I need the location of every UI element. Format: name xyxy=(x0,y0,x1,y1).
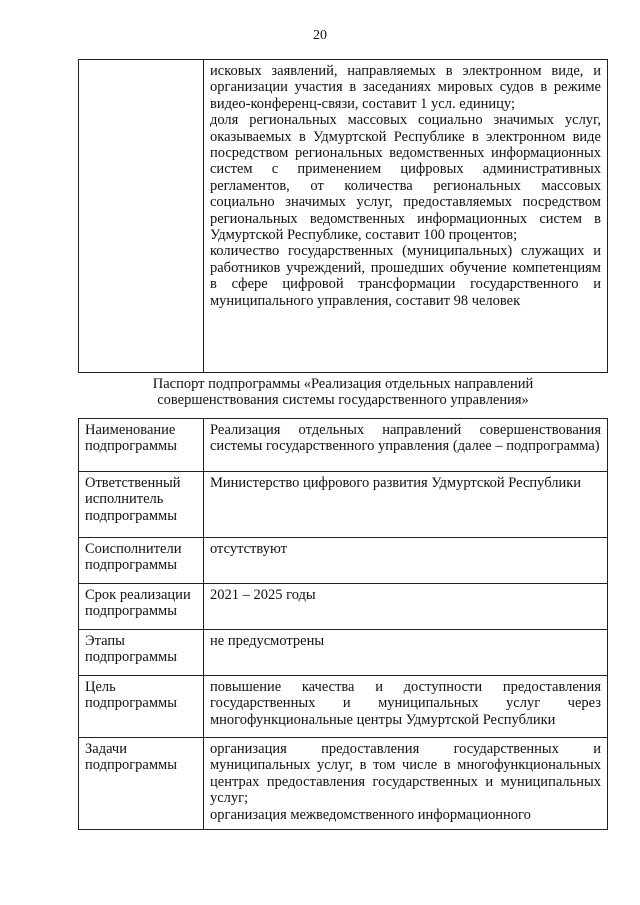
indicator-paragraph: доля региональных массовых социально значимых услуг, оказываемых в Удмуртской Республике в электронном виде посредством региональных ведомственных информационных систем с применением цифровых административных регламентов, от количества региональных массовых социально значимых услуг, предоставляемых посредством региональных ведомственных информационных систем в Удмуртской Республике, составит 100 процентов; xyxy=(210,112,601,244)
section-title-line: совершенствования системы государственного управления» xyxy=(157,392,529,409)
value-paragraph: 2021 – 2025 годы xyxy=(210,587,316,603)
table-row xyxy=(79,419,608,472)
row-label: Этапы подпрограммы xyxy=(79,630,204,676)
row-label: Соисполнители подпрограммы xyxy=(79,538,204,584)
row-value xyxy=(204,738,608,830)
row-label: Наименование подпрограммы xyxy=(79,419,204,472)
row-label: Задачи подпрограммы xyxy=(79,738,204,830)
table-row xyxy=(79,472,608,538)
value-paragraph: организация межведомственного информационного xyxy=(210,806,531,823)
page-number: 20 xyxy=(313,28,327,43)
indicator-paragraph: количество государственных (муниципальных) служащих и работников учреждений, прошедших обучение компетенциям в сфере цифровой трансформации государственного и муниципального управления, составит 98 человек xyxy=(210,243,601,309)
row-value xyxy=(204,630,608,676)
table-row xyxy=(79,538,608,584)
value-paragraph: Министерство цифрового развития Удмуртской Республики xyxy=(210,475,582,491)
indicators-cell xyxy=(204,60,608,373)
row-value xyxy=(204,538,608,584)
table-row xyxy=(79,584,608,630)
table-row xyxy=(79,676,608,738)
value-paragraph: не предусмотрены xyxy=(210,633,325,649)
indicator-paragraph: исковых заявлений, направляемых в электронном виде, и организации участия в заседаниях мировых судов в режиме видео-конференц-связи, составит 1 усл. единицу; xyxy=(210,63,601,112)
row-value xyxy=(204,584,608,630)
section-title-line: Паспорт подпрограммы «Реализация отдельных направлений xyxy=(152,376,534,392)
row-label: Срок реализации подпрограммы xyxy=(79,584,204,630)
row-label: Ответственный исполнитель подпрограммы xyxy=(79,472,204,538)
table-row xyxy=(79,630,608,676)
row-label: Цель подпрограммы xyxy=(79,676,204,738)
row-value xyxy=(204,676,608,738)
empty-label-cell xyxy=(79,60,204,373)
value-paragraph: повышение качества и доступности предоставления государственных и муниципальных услуг через многофункциональные центры Удмуртской Республики xyxy=(210,679,601,728)
row-value xyxy=(204,472,608,538)
passport-table xyxy=(78,418,608,830)
value-paragraph: организация предоставления государственных и муниципальных услуг, в том числе в многофункциональных центрах предоставления государственных и муниципальных услуг; xyxy=(210,741,601,807)
row-value xyxy=(204,419,608,472)
value-paragraph: Реализация отдельных направлений совершенствования системы государственного управления (далее – подпрограмма) xyxy=(210,422,601,455)
value-paragraph: отсутствуют xyxy=(210,541,287,557)
table-row xyxy=(79,738,608,830)
table-row xyxy=(79,60,608,373)
continuation-table xyxy=(78,59,608,373)
section-title xyxy=(78,376,608,409)
